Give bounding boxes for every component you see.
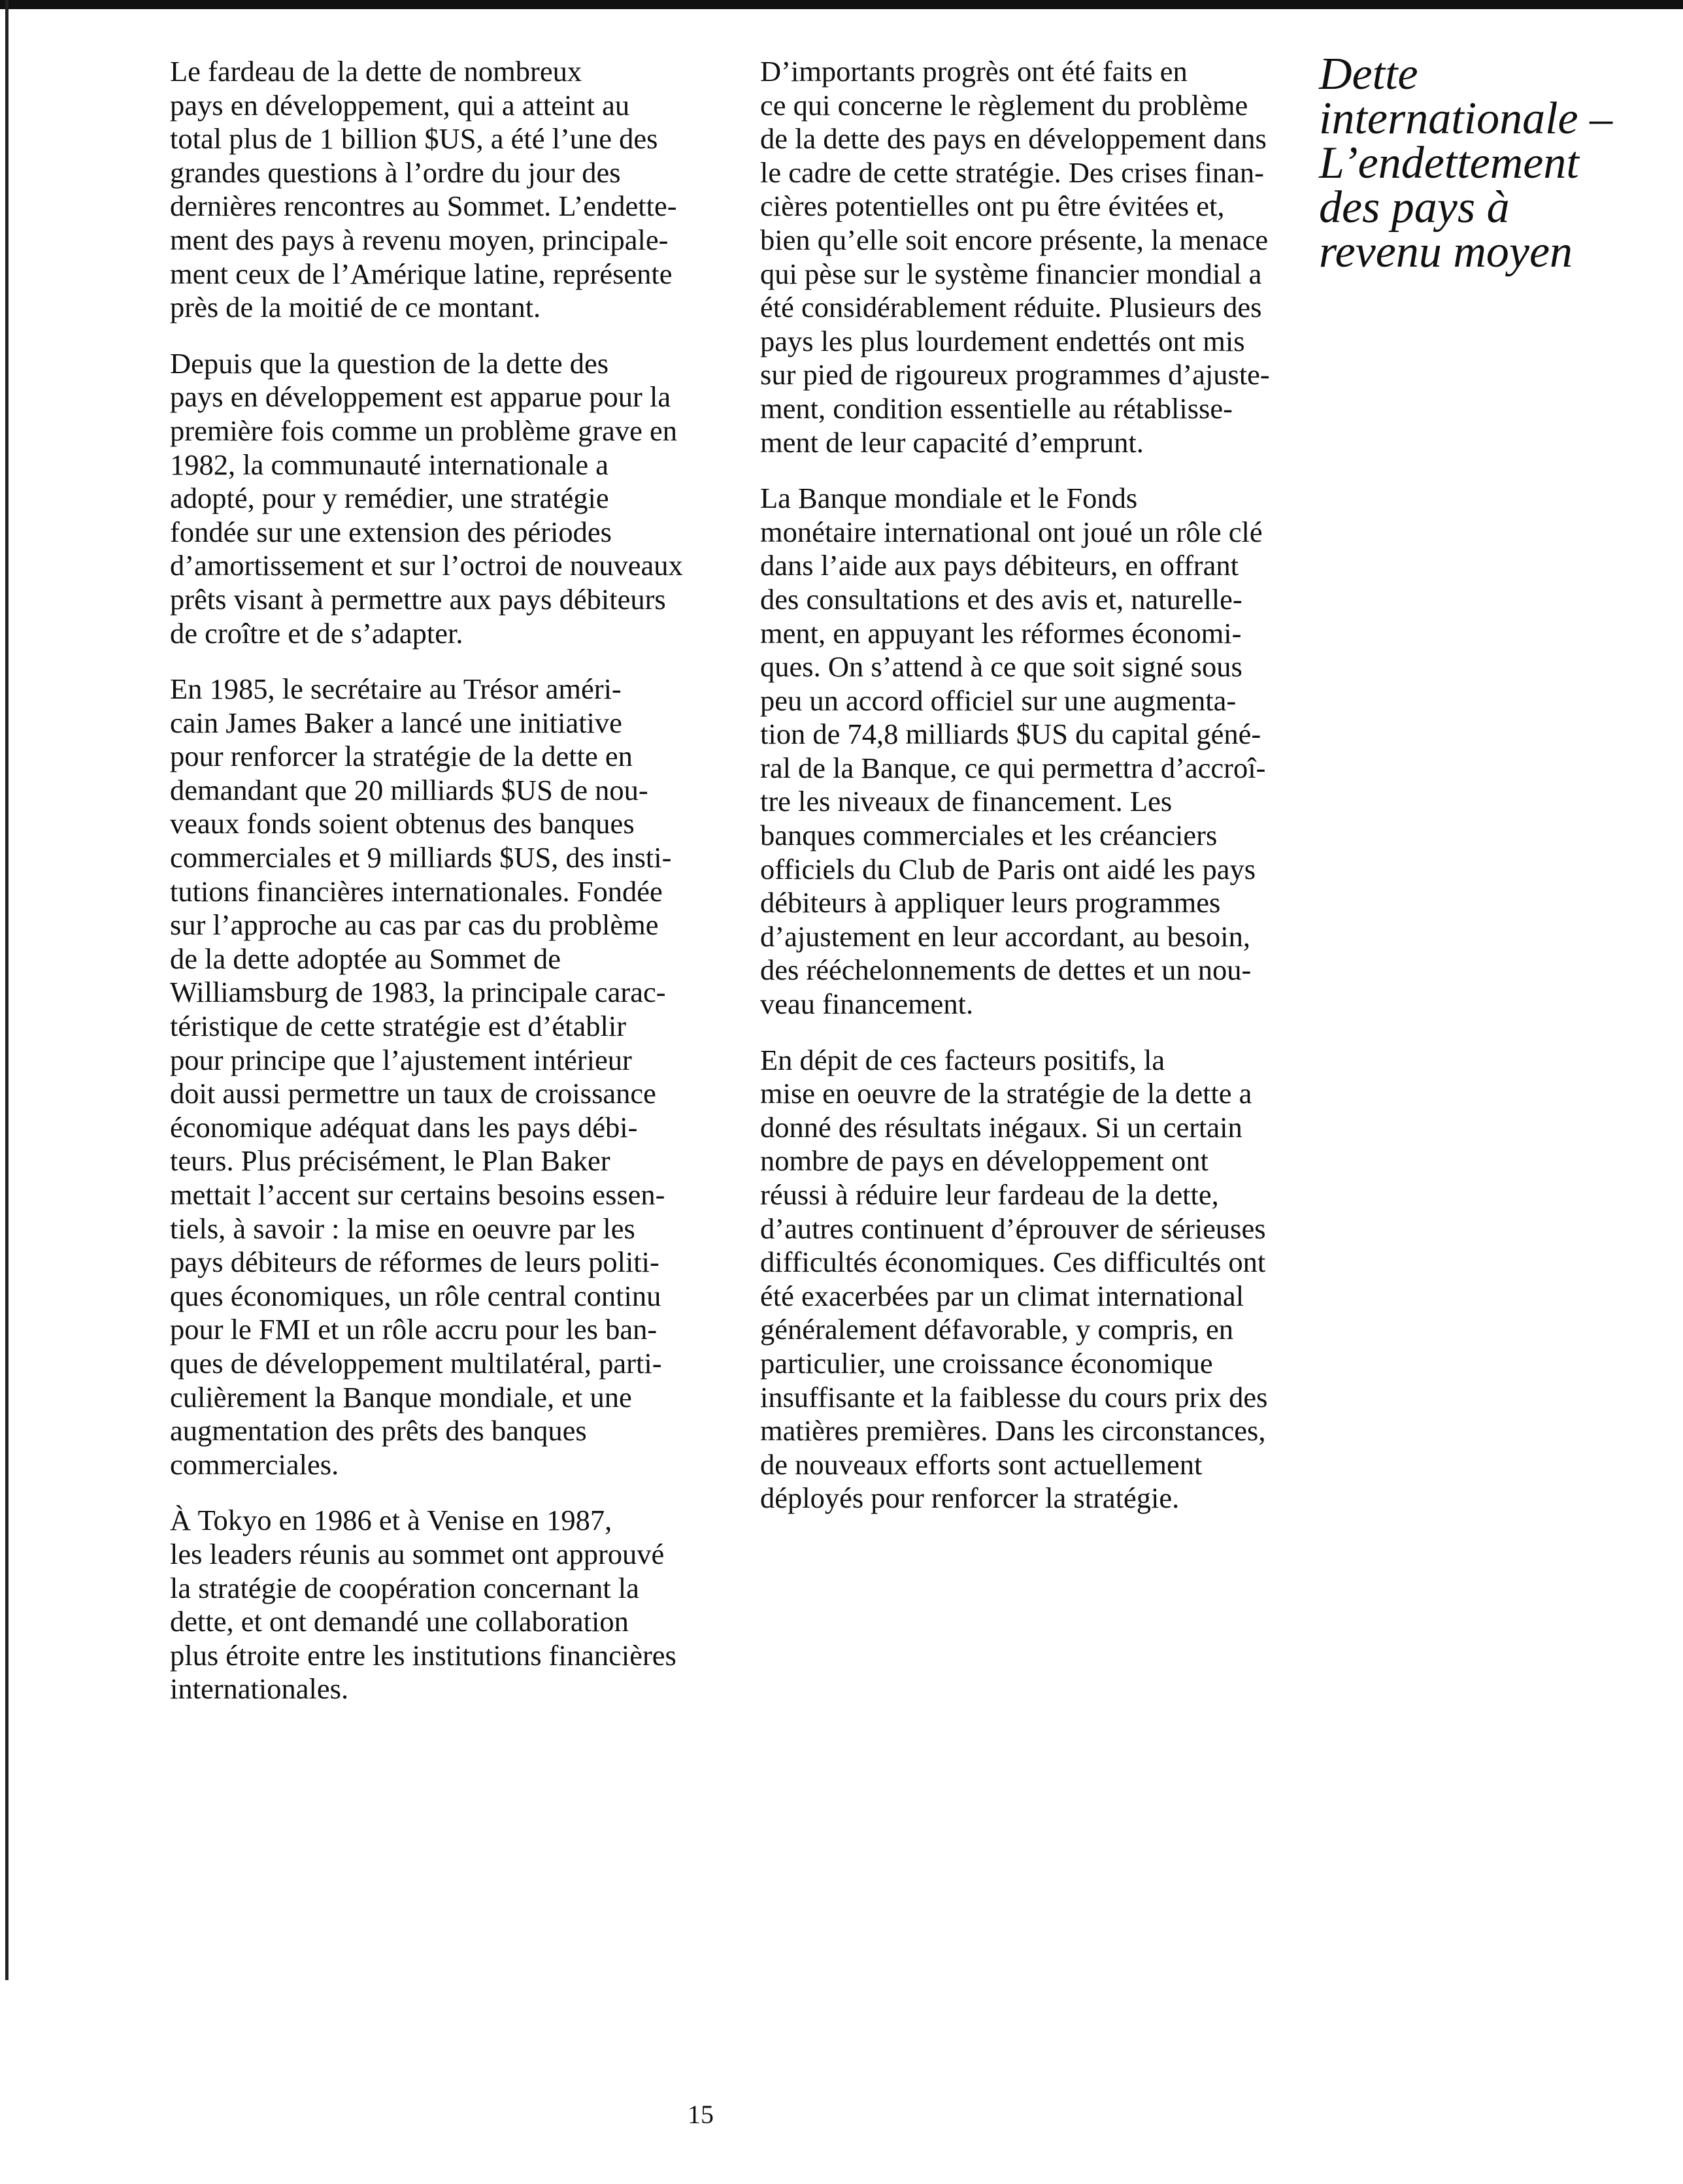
text-line: commerciales et 9 milliards $US, des insti- [170,841,672,874]
text-line: pour le FMI et un rôle accru pour les ban- [170,1313,658,1346]
text-line: ment, en appuyant les réformes économi- [760,616,1242,650]
heading-line: revenu moyen [1319,227,1573,277]
text-line: peu un accord officiel sur une augmenta- [760,684,1237,717]
text-line: insuffisante et la faiblesse du cours prix des [760,1380,1268,1414]
text-line: tre les niveaux de financement. Les [760,785,1173,818]
text-line: le cadre de cette stratégie. Des crises finan- [760,156,1264,189]
text-line: fondée sur une extension des périodes [170,515,612,548]
text-line: D’importants progrès ont été faits en [760,55,1188,88]
text-line: 1982, la communauté internationale a [170,448,608,481]
text-line: Le fardeau de la dette de nombreux [170,55,582,88]
page-number: 15 [688,2100,714,2129]
text-line: À Tokyo en 1986 et à Venise en 1987, [170,1504,612,1537]
text-line: veau financement. [760,987,974,1021]
text-line: des rééchelonnements de dettes et un nou- [760,953,1252,987]
text-line: d’amortissement et sur l’octroi de nouveaux [170,549,683,582]
text-line: première fois comme un problème grave en [170,414,677,447]
text-line: dans l’aide aux pays débiteurs, en offrant [760,549,1239,582]
text-line: ment, condition essentielle au rétablisse- [760,391,1233,425]
text-line: pays en développement est apparue pour la [170,380,671,414]
text-line: pour renforcer la stratégie de la dette en [170,740,633,773]
text-line: particulier, une croissance économique [760,1346,1213,1380]
text-line: tiels, à savoir : la mise en oeuvre par les [170,1212,635,1245]
text-line: de croître et de s’adapter. [170,616,463,650]
text-line: dernières rencontres au Sommet. L’endette- [170,190,677,223]
text-line: donné des résultats inégaux. Si un certain [760,1110,1242,1144]
paragraph [704,1044,1279,1515]
text-line: près de la moitié de ce montant. [170,291,541,324]
heading-line: des pays à [1319,182,1510,233]
text-line: économique adéquat dans les pays débi- [170,1110,638,1144]
text-line: ques économiques, un rôle central continu [170,1279,661,1312]
text-line: ques de développement multilatéral, parti- [170,1346,662,1380]
top-border-rule [0,0,1683,9]
text-line: pour principe que l’ajustement intérieur [170,1043,632,1076]
paragraph [704,482,1279,1021]
text-line: cières potentielles ont pu être évitées et, [760,190,1225,223]
text-line: doit aussi permettre un taux de croissance [170,1077,656,1110]
text-line: officiels du Club de Paris ont aidé les pays [760,852,1256,885]
text-line: généralement défavorable, y compris, en [760,1313,1234,1346]
text-line: de nouveaux efforts sont actuellement [760,1448,1203,1481]
heading-line: L’endettement [1319,138,1579,188]
text-line: ce qui concerne le règlement du problème [760,88,1248,122]
text-line: veaux fonds soient obtenus des banques [170,807,635,840]
text-line: cain James Baker a lancé une initiative [170,706,622,739]
text-line: de la dette adoptée au Sommet de [170,942,561,975]
paragraph [704,55,1279,459]
text-line: pays les plus lourdement endettés ont mis [760,324,1245,357]
text-line: les leaders réunis au sommet ont approuvé [170,1537,665,1570]
paragraph [114,346,683,650]
text-line: banques commerciales et les créanciers [760,819,1218,852]
text-line: Williamsburg de 1983, la principale carac- [170,976,666,1009]
paragraph [114,55,676,325]
text-line: qui pèse sur le système financier mondial a [760,257,1262,290]
text-column-left [114,55,683,1729]
text-line: La Banque mondiale et le Fonds [760,482,1138,515]
paragraph [114,1504,676,1706]
text-line: été considérablement réduite. Plusieurs des [760,291,1262,324]
text-line: ral de la Banque, ce qui permettra d’accroî- [760,751,1266,784]
text-line: total plus de 1 billion $US, a été l’une des [170,122,658,156]
text-line: ment de leur capacité d’emprunt. [760,425,1144,459]
paragraph [114,672,676,1481]
text-line: teurs. Plus précisément, le Plan Baker [170,1144,610,1178]
text-line: d’autres continuent d’éprouver de sérieuses [760,1212,1266,1245]
text-line: pays en développement, qui a atteint au [170,88,630,122]
text-line: difficultés économiques. Ces difficultés ont [760,1246,1266,1279]
text-line: mettait l’accent sur certains besoins essen- [170,1178,665,1211]
text-line: grandes questions à l’ordre du jour des [170,156,621,189]
text-line: sur pied de rigoureux programmes d’ajuste- [760,358,1270,391]
text-line: ment ceux de l’Amérique latine, représente [170,257,673,290]
text-line: tion de 74,8 milliards $US du capital géné- [760,718,1261,751]
text-line: matières premières. Dans les circonstances, [760,1414,1266,1448]
text-line: tutions financières internationales. Fondée [170,874,663,908]
text-line: déployés pour renforcer la stratégie. [760,1481,1180,1515]
text-line: bien qu’elle soit encore présente, la menace [760,223,1269,256]
section-heading [1319,49,1665,277]
text-line: débiteurs à appliquer leurs programmes [760,886,1221,919]
text-line: pays débiteurs de réformes de leurs politi- [170,1246,659,1279]
text-line: la stratégie de coopération concernant la [170,1571,639,1604]
text-line: augmentation des prêts des banques [170,1414,587,1448]
text-line: téristique de cette stratégie est d’établir [170,1010,627,1043]
text-line: commerciales. [170,1448,339,1481]
text-line: ment des pays à revenu moyen, principale- [170,223,669,256]
text-line: adopté, pour y remédier, une stratégie [170,482,609,515]
text-line: ques. On s’attend à ce que soit signé sous [760,650,1242,684]
text-line: nombre de pays en développement ont [760,1144,1208,1178]
text-line: sur l’approche au cas par cas du problème [170,908,659,942]
text-line: monétaire international ont joué un rôle clé [760,515,1263,548]
text-line: d’ajustement en leur accordant, au besoin, [760,919,1251,953]
text-line: En 1985, le secrétaire au Trésor améri- [170,672,622,706]
text-line: de la dette des pays en développement dans [760,122,1267,156]
text-line: plus étroite entre les institutions financières [170,1638,676,1672]
text-line: des consultations et des avis et, naturelle- [760,582,1242,616]
text-column-middle [704,55,1279,1538]
text-line: Depuis que la question de la dette des [170,346,609,380]
text-line: internationales. [170,1672,349,1706]
left-border-rule [5,0,8,1980]
text-line: prêts visant à permettre aux pays débiteurs [170,582,666,616]
text-line: culièrement la Banque mondiale, et une [170,1380,632,1414]
text-line: été exacerbées par un climat international [760,1279,1244,1312]
text-line: dette, et ont demandé une collaboration [170,1605,629,1638]
text-line: demandant que 20 milliards $US de nou- [170,773,648,806]
text-line: réussi à réduire leur fardeau de la dette, [760,1178,1219,1211]
heading-line: Dette [1319,49,1418,99]
heading-line: internationale – [1319,93,1613,144]
text-line: mise en oeuvre de la stratégie de la dette a [760,1077,1252,1110]
text-line: En dépit de ces facteurs positifs, la [760,1043,1165,1076]
